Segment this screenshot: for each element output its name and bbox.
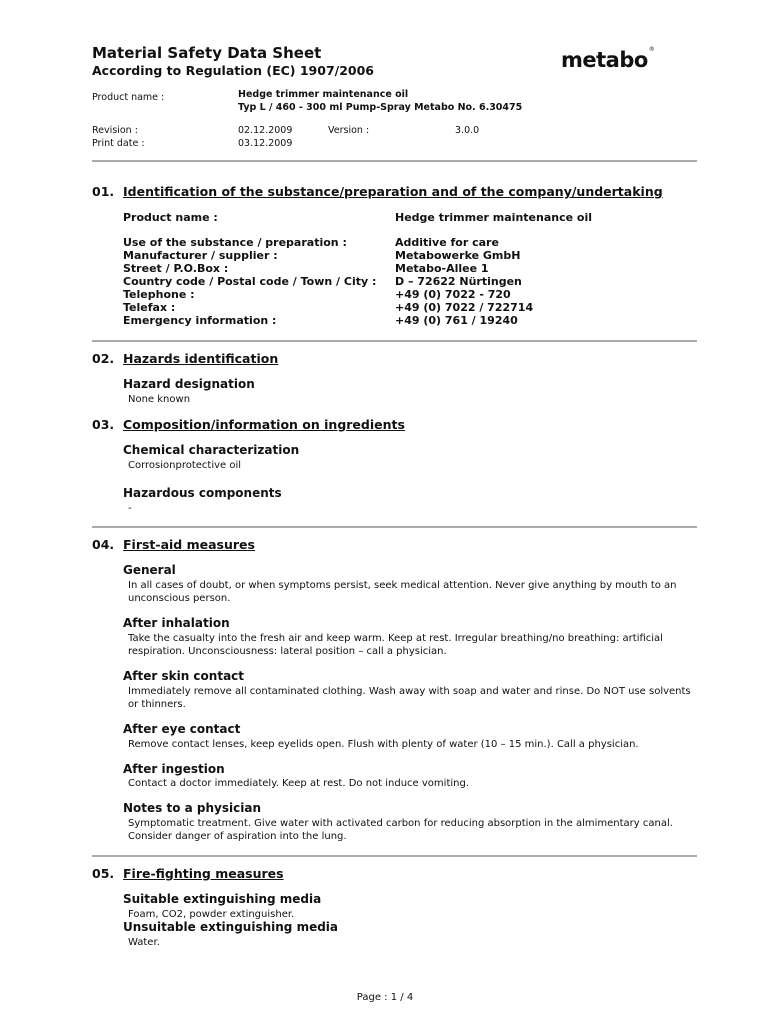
section-04-heading [92,537,255,552]
section-number: 03. [92,417,115,432]
body-text: In all cases of doubt, or when symptoms persist, seek medical attention. Never give anything by mouth to an unconscious person. [128,580,677,604]
section-title: Fire-fighting measures [123,866,284,881]
section-title: Identification of the substance/preparation and of the company/undertaking [123,184,663,199]
section-02-heading [92,351,278,366]
subheading: After eye contact [123,722,241,736]
divider [92,160,697,162]
subheading: Unsuitable extinguishing media [123,920,339,934]
subheading: Suitable extinguishing media [123,892,322,906]
section-title: Hazards identification [123,351,279,366]
id-row-value: Additive for care [395,236,499,249]
document-subtitle: According to Regulation (EC) 1907/2006 [92,63,374,78]
product-name-line2: Typ L / 460 - 300 ml Pump-Spray Metabo No. 6.30475 [238,102,523,113]
id-row-label: Use of the substance / preparation : [123,236,347,249]
subheading: After skin contact [123,669,245,683]
id-row-label: Telephone : [123,288,195,301]
body-text: Contact a doctor immediately. Keep at rest. Do not induce vomiting. [128,778,470,789]
section-01-heading [92,184,663,199]
body-text: - [128,503,132,514]
section-number: 02. [92,351,115,366]
revision-value: 02.12.2009 [238,125,293,136]
section-number: 05. [92,866,115,881]
print-date-value: 03.12.2009 [238,138,293,149]
section-title: Composition/information on ingredients [123,417,405,432]
section-03-heading [92,417,405,432]
body-text: Water. [128,937,160,948]
divider [92,340,697,342]
divider [92,855,697,857]
subheading: After ingestion [123,762,225,776]
body-text: Symptomatic treatment. Give water with activated carbon for reducing absorption in the almimentary canal. Consider danger of aspiration into the lung. [128,818,673,842]
section-number: 04. [92,537,115,552]
subheading: Chemical characterization [123,443,300,457]
id-row-value: +49 (0) 7022 - 720 [395,288,511,301]
id-row-value: Metabowerke GmbH [395,249,521,262]
product-name-label-s01: Product name : [123,211,218,224]
print-date-label: Print date : [92,138,145,149]
divider [92,526,697,528]
id-row-label: Telefax : [123,301,176,314]
subheading: General [123,563,176,577]
subheading: Hazardous components [123,486,282,500]
document-title: Material Safety Data Sheet [92,44,322,62]
id-row-label: Country code / Postal code / Town / City : [123,275,377,288]
section-number: 01. [92,184,115,199]
revision-label: Revision : [92,125,138,136]
page-number: Page : 1 / 4 [356,992,414,1003]
product-name-label: Product name : [92,92,165,103]
logo-text: metabo [561,48,648,72]
section-05-heading [92,866,284,881]
registered-mark: ® [648,46,655,53]
id-row-value: +49 (0) 7022 / 722714 [395,301,534,314]
id-row-value: +49 (0) 761 / 19240 [395,314,518,327]
subheading: Hazard designation [123,377,255,391]
subheading: Notes to a physician [123,801,261,815]
body-text: Immediately remove all contaminated clothing. Wash away with soap and water and rinse. Do NOT use solvents or thinners. [128,686,691,710]
id-row-label: Street / P.O.Box : [123,262,229,275]
product-name-value-s01: Hedge trimmer maintenance oil [395,211,592,224]
id-row-label: Emergency information : [123,314,277,327]
section-title: First-aid measures [123,537,255,552]
body-text: Take the casualty into the fresh air and keep warm. Keep at rest. Irregular breathing/no breathing: artificial respiration. Unconsciousness: lateral position – call a physician. [128,633,663,657]
body-text: Foam, CO2, powder extinguisher. [128,909,295,920]
subheading: After inhalation [123,616,230,630]
body-text: Corrosionprotective oil [128,460,242,471]
body-text: Remove contact lenses, keep eyelids open. Flush with plenty of water (10 – 15 min.). Call a physician. [128,739,639,750]
metabo-logo [561,48,653,72]
product-name-line1: Hedge trimmer maintenance oil [238,89,409,100]
id-row-label: Manufacturer / supplier : [123,249,278,262]
version-label: Version : [328,125,370,136]
id-row-value: D – 72622 Nürtingen [395,275,522,288]
id-row-value: Metabo-Allee 1 [395,262,489,275]
version-value: 3.0.0 [455,125,480,136]
body-text: None known [128,394,191,405]
